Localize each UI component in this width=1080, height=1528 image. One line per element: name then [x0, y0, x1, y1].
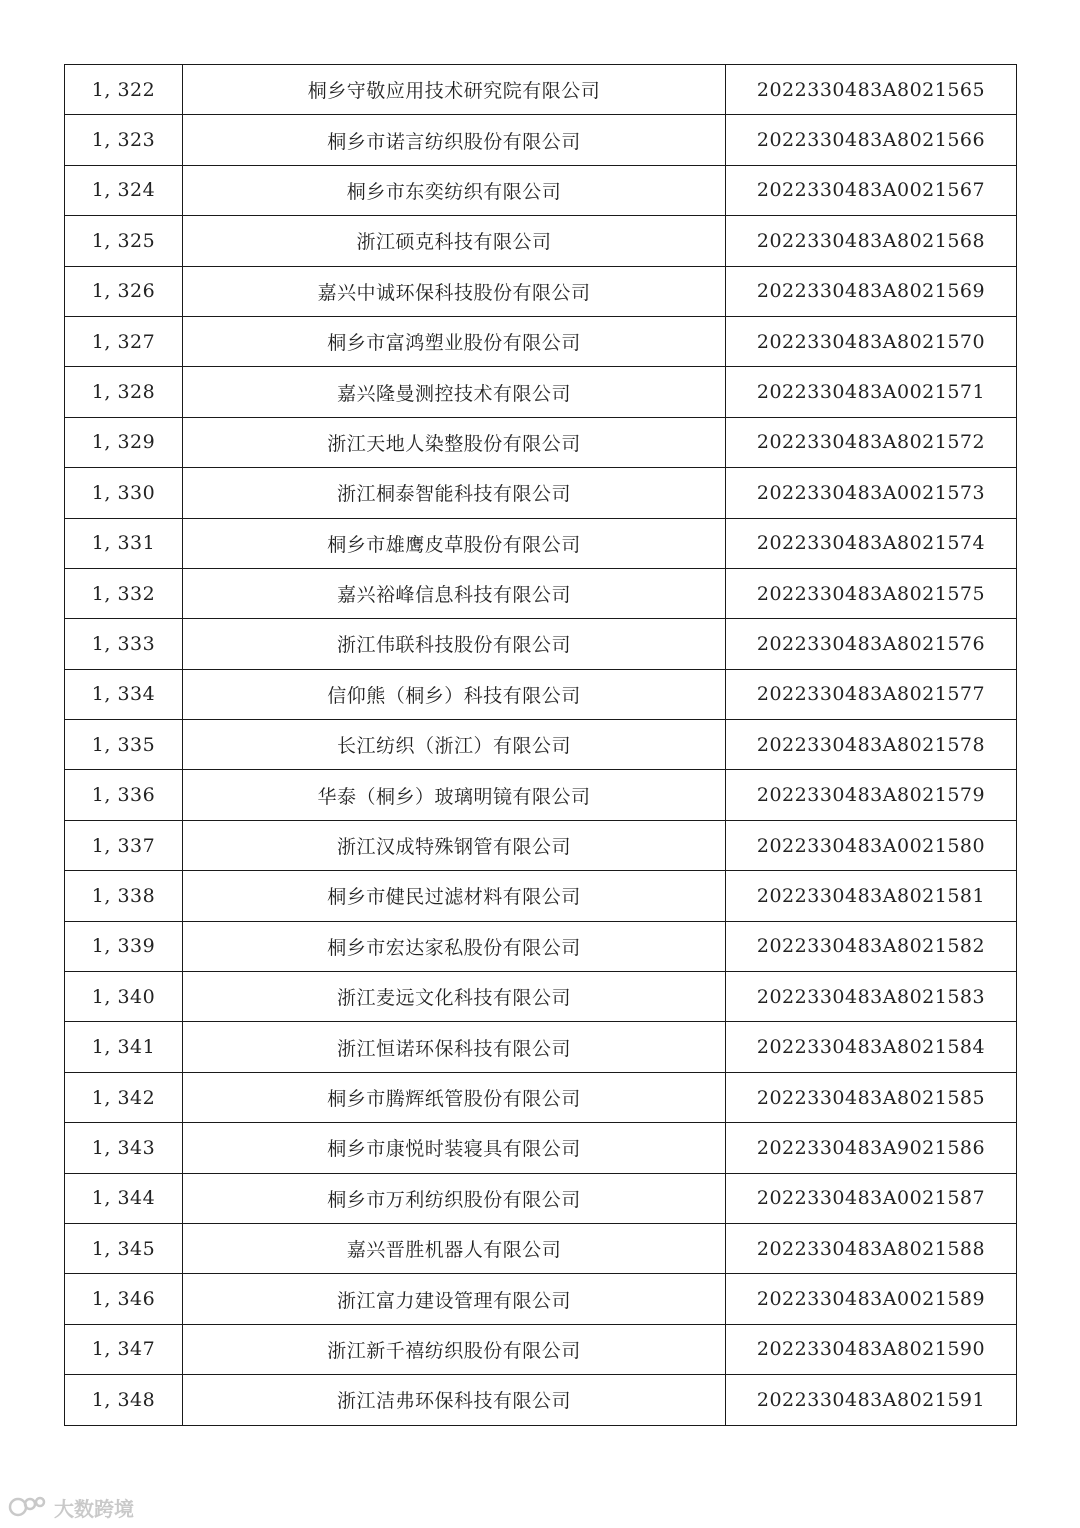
table-row [65, 1324, 1017, 1374]
registration-code-cell: 2022330483A8021570 [726, 316, 1017, 366]
row-index-cell: 1, 340 [65, 972, 183, 1022]
registration-code-cell: 2022330483A0021589 [726, 1274, 1017, 1324]
table-row [65, 165, 1017, 215]
row-index-cell: 1, 347 [65, 1324, 183, 1374]
company-name-cell: 桐乡市健民过滤材料有限公司 [183, 871, 726, 921]
company-name-cell: 桐乡市雄鹰皮草股份有限公司 [183, 518, 726, 568]
table-row [65, 367, 1017, 417]
table-row [65, 1173, 1017, 1223]
registration-code-cell: 2022330483A8021572 [726, 417, 1017, 467]
row-index-cell: 1, 345 [65, 1223, 183, 1273]
company-name-cell: 桐乡市富鸿塑业股份有限公司 [183, 316, 726, 366]
table-row [65, 1274, 1017, 1324]
registration-code-cell: 2022330483A8021590 [726, 1324, 1017, 1374]
table-row [65, 518, 1017, 568]
company-name-cell: 浙江富力建设管理有限公司 [183, 1274, 726, 1324]
registration-code-cell: 2022330483A8021578 [726, 720, 1017, 770]
company-name-cell: 浙江汉成特殊钢管有限公司 [183, 820, 726, 870]
registration-code-cell: 2022330483A8021591 [726, 1375, 1017, 1425]
row-index-cell: 1, 338 [65, 871, 183, 921]
registration-code-cell: 2022330483A8021574 [726, 518, 1017, 568]
table-row [65, 871, 1017, 921]
row-index-cell: 1, 328 [65, 367, 183, 417]
registration-code-cell: 2022330483A0021571 [726, 367, 1017, 417]
company-name-cell: 桐乡市诺言纺织股份有限公司 [183, 115, 726, 165]
table-row [65, 568, 1017, 618]
row-index-cell: 1, 322 [65, 65, 183, 115]
brand-logo-icon [8, 1494, 48, 1520]
row-index-cell: 1, 346 [65, 1274, 183, 1324]
company-name-cell: 浙江伟联科技股份有限公司 [183, 619, 726, 669]
registration-code-cell: 2022330483A8021566 [726, 115, 1017, 165]
registration-code-cell: 2022330483A8021581 [726, 871, 1017, 921]
registration-code-cell: 2022330483A8021588 [726, 1223, 1017, 1273]
registration-code-cell: 2022330483A8021582 [726, 921, 1017, 971]
company-name-cell: 浙江硕克科技有限公司 [183, 216, 726, 266]
row-index-cell: 1, 334 [65, 669, 183, 719]
company-name-cell: 嘉兴中诚环保科技股份有限公司 [183, 266, 726, 316]
company-name-cell: 浙江天地人染整股份有限公司 [183, 417, 726, 467]
row-index-cell: 1, 329 [65, 417, 183, 467]
company-name-cell: 浙江麦远文化科技有限公司 [183, 972, 726, 1022]
registration-code-cell: 2022330483A0021580 [726, 820, 1017, 870]
table-row [65, 216, 1017, 266]
registration-code-cell: 2022330483A9021586 [726, 1123, 1017, 1173]
table-row [65, 417, 1017, 467]
row-index-cell: 1, 344 [65, 1173, 183, 1223]
company-name-cell: 长江纺织（浙江）有限公司 [183, 720, 726, 770]
table-row [65, 1375, 1017, 1425]
row-index-cell: 1, 323 [65, 115, 183, 165]
registry-table [64, 64, 1017, 1426]
row-index-cell: 1, 324 [65, 165, 183, 215]
registration-code-cell: 2022330483A8021579 [726, 770, 1017, 820]
table-row [65, 316, 1017, 366]
table-row [65, 115, 1017, 165]
row-index-cell: 1, 339 [65, 921, 183, 971]
table-row [65, 1223, 1017, 1273]
row-index-cell: 1, 337 [65, 820, 183, 870]
table-row [65, 65, 1017, 115]
table-row [65, 972, 1017, 1022]
registration-code-cell: 2022330483A8021584 [726, 1022, 1017, 1072]
table-row [65, 1072, 1017, 1122]
registration-code-cell: 2022330483A0021573 [726, 468, 1017, 518]
company-name-cell: 华泰（桐乡）玻璃明镜有限公司 [183, 770, 726, 820]
registry-table-body [65, 65, 1017, 1426]
table-row [65, 266, 1017, 316]
registration-code-cell: 2022330483A8021585 [726, 1072, 1017, 1122]
company-name-cell: 桐乡市万利纺织股份有限公司 [183, 1173, 726, 1223]
registration-code-cell: 2022330483A8021576 [726, 619, 1017, 669]
row-index-cell: 1, 326 [65, 266, 183, 316]
table-row [65, 820, 1017, 870]
registration-code-cell: 2022330483A8021565 [726, 65, 1017, 115]
company-name-cell: 嘉兴裕峰信息科技有限公司 [183, 568, 726, 618]
table-row [65, 720, 1017, 770]
company-name-cell: 桐乡市宏达家私股份有限公司 [183, 921, 726, 971]
company-name-cell: 桐乡市东奕纺织有限公司 [183, 165, 726, 215]
watermark [8, 1492, 134, 1522]
watermark-text: 大数跨境 [54, 1496, 134, 1521]
company-name-cell: 浙江恒诺环保科技有限公司 [183, 1022, 726, 1072]
registration-code-cell: 2022330483A8021577 [726, 669, 1017, 719]
row-index-cell: 1, 330 [65, 468, 183, 518]
company-name-cell: 浙江新千禧纺织股份有限公司 [183, 1324, 726, 1374]
row-index-cell: 1, 331 [65, 518, 183, 568]
company-name-cell: 信仰熊（桐乡）科技有限公司 [183, 669, 726, 719]
registration-code-cell: 2022330483A0021587 [726, 1173, 1017, 1223]
row-index-cell: 1, 343 [65, 1123, 183, 1173]
row-index-cell: 1, 348 [65, 1375, 183, 1425]
registration-code-cell: 2022330483A8021568 [726, 216, 1017, 266]
row-index-cell: 1, 342 [65, 1072, 183, 1122]
company-name-cell: 桐乡市康悦时装寝具有限公司 [183, 1123, 726, 1173]
table-row [65, 770, 1017, 820]
row-index-cell: 1, 327 [65, 316, 183, 366]
table-row [65, 669, 1017, 719]
table-row [65, 1022, 1017, 1072]
table-row [65, 468, 1017, 518]
company-name-cell: 嘉兴隆曼测控技术有限公司 [183, 367, 726, 417]
row-index-cell: 1, 341 [65, 1022, 183, 1072]
company-name-cell: 桐乡市腾辉纸管股份有限公司 [183, 1072, 726, 1122]
registration-code-cell: 2022330483A8021583 [726, 972, 1017, 1022]
table-row [65, 921, 1017, 971]
company-name-cell: 浙江桐泰智能科技有限公司 [183, 468, 726, 518]
row-index-cell: 1, 325 [65, 216, 183, 266]
row-index-cell: 1, 335 [65, 720, 183, 770]
registration-code-cell: 2022330483A8021575 [726, 568, 1017, 618]
registration-code-cell: 2022330483A0021567 [726, 165, 1017, 215]
table-row [65, 1123, 1017, 1173]
table-row [65, 619, 1017, 669]
row-index-cell: 1, 333 [65, 619, 183, 669]
row-index-cell: 1, 332 [65, 568, 183, 618]
registration-code-cell: 2022330483A8021569 [726, 266, 1017, 316]
company-name-cell: 浙江洁弗环保科技有限公司 [183, 1375, 726, 1425]
row-index-cell: 1, 336 [65, 770, 183, 820]
company-name-cell: 嘉兴晋胜机器人有限公司 [183, 1223, 726, 1273]
company-name-cell: 桐乡守敬应用技术研究院有限公司 [183, 65, 726, 115]
